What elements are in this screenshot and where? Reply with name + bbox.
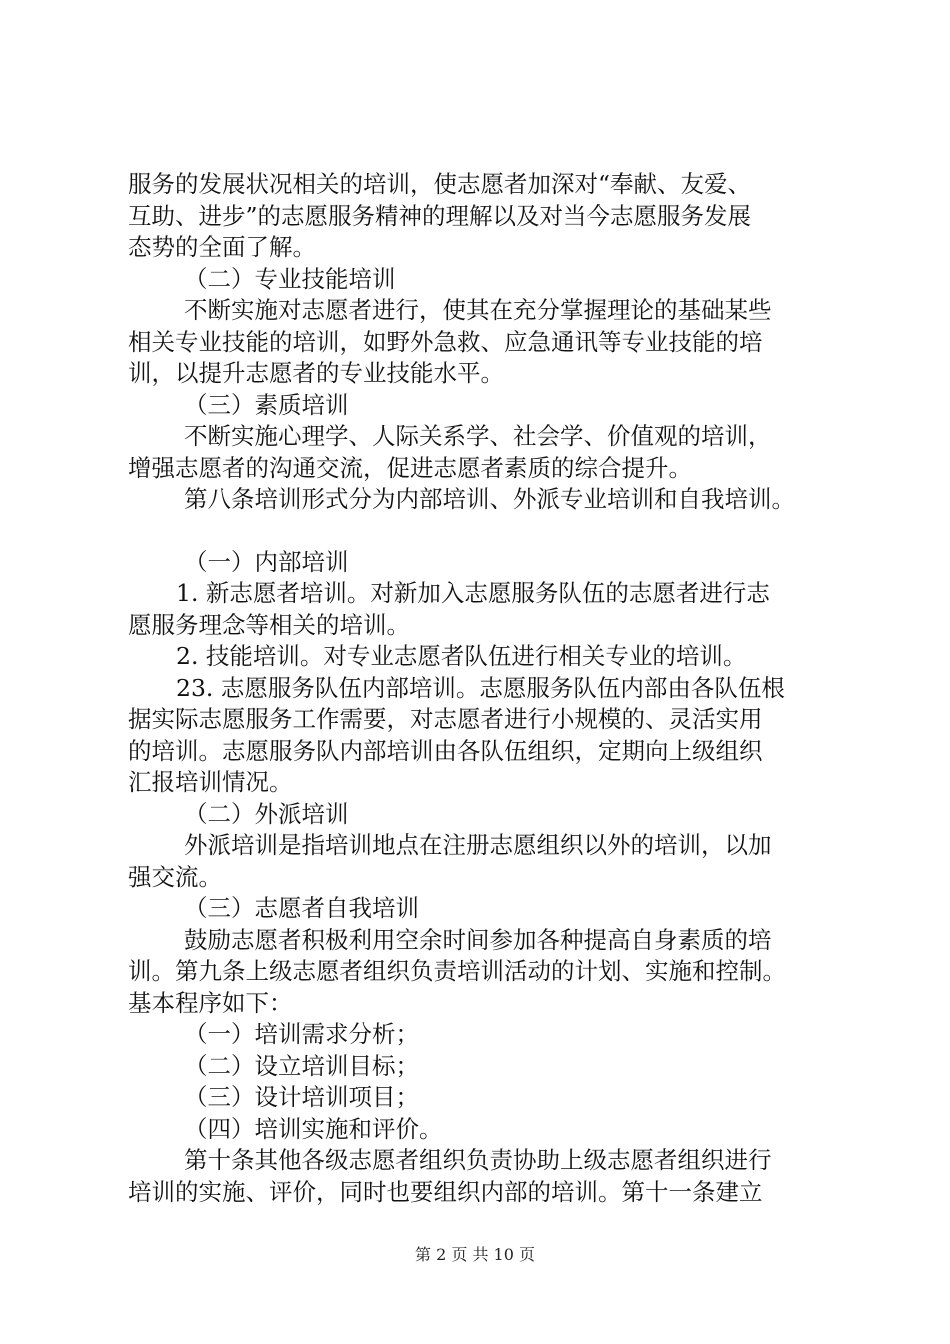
text-line: 强交流。 [128, 862, 222, 891]
text-line: 据实际志愿服务工作需要，对志愿者进行小规模的、灵活实用 [128, 705, 763, 733]
text-line: 培训的实施、评价，同时也要组织内部的培训。第十一条建立 [128, 1177, 763, 1206]
section-heading: （三）素质培训 [184, 390, 349, 419]
text-line: 不断实施心理学、人际关系学、社会学、价值观的培训， [184, 422, 772, 450]
section-heading: （一）内部培训 [184, 547, 349, 576]
list-item: （二）设立培训目标； [184, 1051, 419, 1080]
page-footer: 第 2 页 共 10 页 [415, 1245, 535, 1264]
article-line: 第八条培训形式分为内部培训、外派专业培训和自我培训。 [184, 485, 795, 513]
document-body [128, 169, 848, 1208]
text-line: 训。第九条上级志愿者组织负责培训活动的计划、实施和控制。 [128, 957, 786, 985]
list-item: 2. 技能培训。对专业志愿者队伍进行相关专业的培训。 [176, 642, 747, 670]
section-heading: （二）专业技能培训 [184, 264, 396, 293]
text-line: 服务的发展状况相关的培训，使志愿者加深对“奉献、友爱、 [128, 170, 752, 198]
text-line: 外派培训是指培训地点在注册志愿组织以外的培训，以加 [184, 831, 772, 859]
text-line: 愿服务理念等相关的培训。 [128, 610, 410, 639]
text-line: 态势的全面了解。 [128, 233, 316, 261]
text-line: 互助、进步”的志愿服务精神的理解以及对当今志愿服务发展 [128, 201, 752, 230]
section-heading: （二）外派培训 [184, 799, 349, 828]
blank-line [128, 516, 848, 547]
text-line: 增强志愿者的沟通交流，促进志愿者素质的综合提升。 [128, 453, 692, 482]
list-item: （三）设计培训项目； [184, 1083, 419, 1111]
list-item: 23. 志愿服务队伍内部培训。志愿服务队伍内部由各队伍根 [176, 673, 785, 702]
list-item: 1. 新志愿者培训。对新加入志愿服务队伍的志愿者进行志 [176, 579, 770, 607]
section-heading: （三）志愿者自我培训 [184, 894, 419, 922]
list-item: （一）培训需求分析； [184, 1020, 419, 1048]
text-line: 基本程序如下： [128, 988, 293, 1017]
list-item: （四）培训实施和评价。 [184, 1114, 443, 1143]
text-line: 汇报培训情况。 [128, 768, 293, 796]
article-line: 第十条其他各级志愿者组织负责协助上级志愿者组织进行 [184, 1146, 772, 1174]
text-line: 相关专业技能的培训，如野外急救、应急通讯等专业技能的培 [128, 327, 763, 356]
text-line: 不断实施对志愿者进行，使其在充分掌握理论的基础某些 [184, 296, 772, 324]
text-line: 的培训。志愿服务队内部培训由各队伍组织，定期向上级组织 [128, 736, 763, 765]
text-line: 鼓励志愿者积极利用空余时间参加各种提高自身素质的培 [184, 925, 772, 954]
text-line: 训，以提升志愿者的专业技能水平。 [128, 359, 504, 387]
